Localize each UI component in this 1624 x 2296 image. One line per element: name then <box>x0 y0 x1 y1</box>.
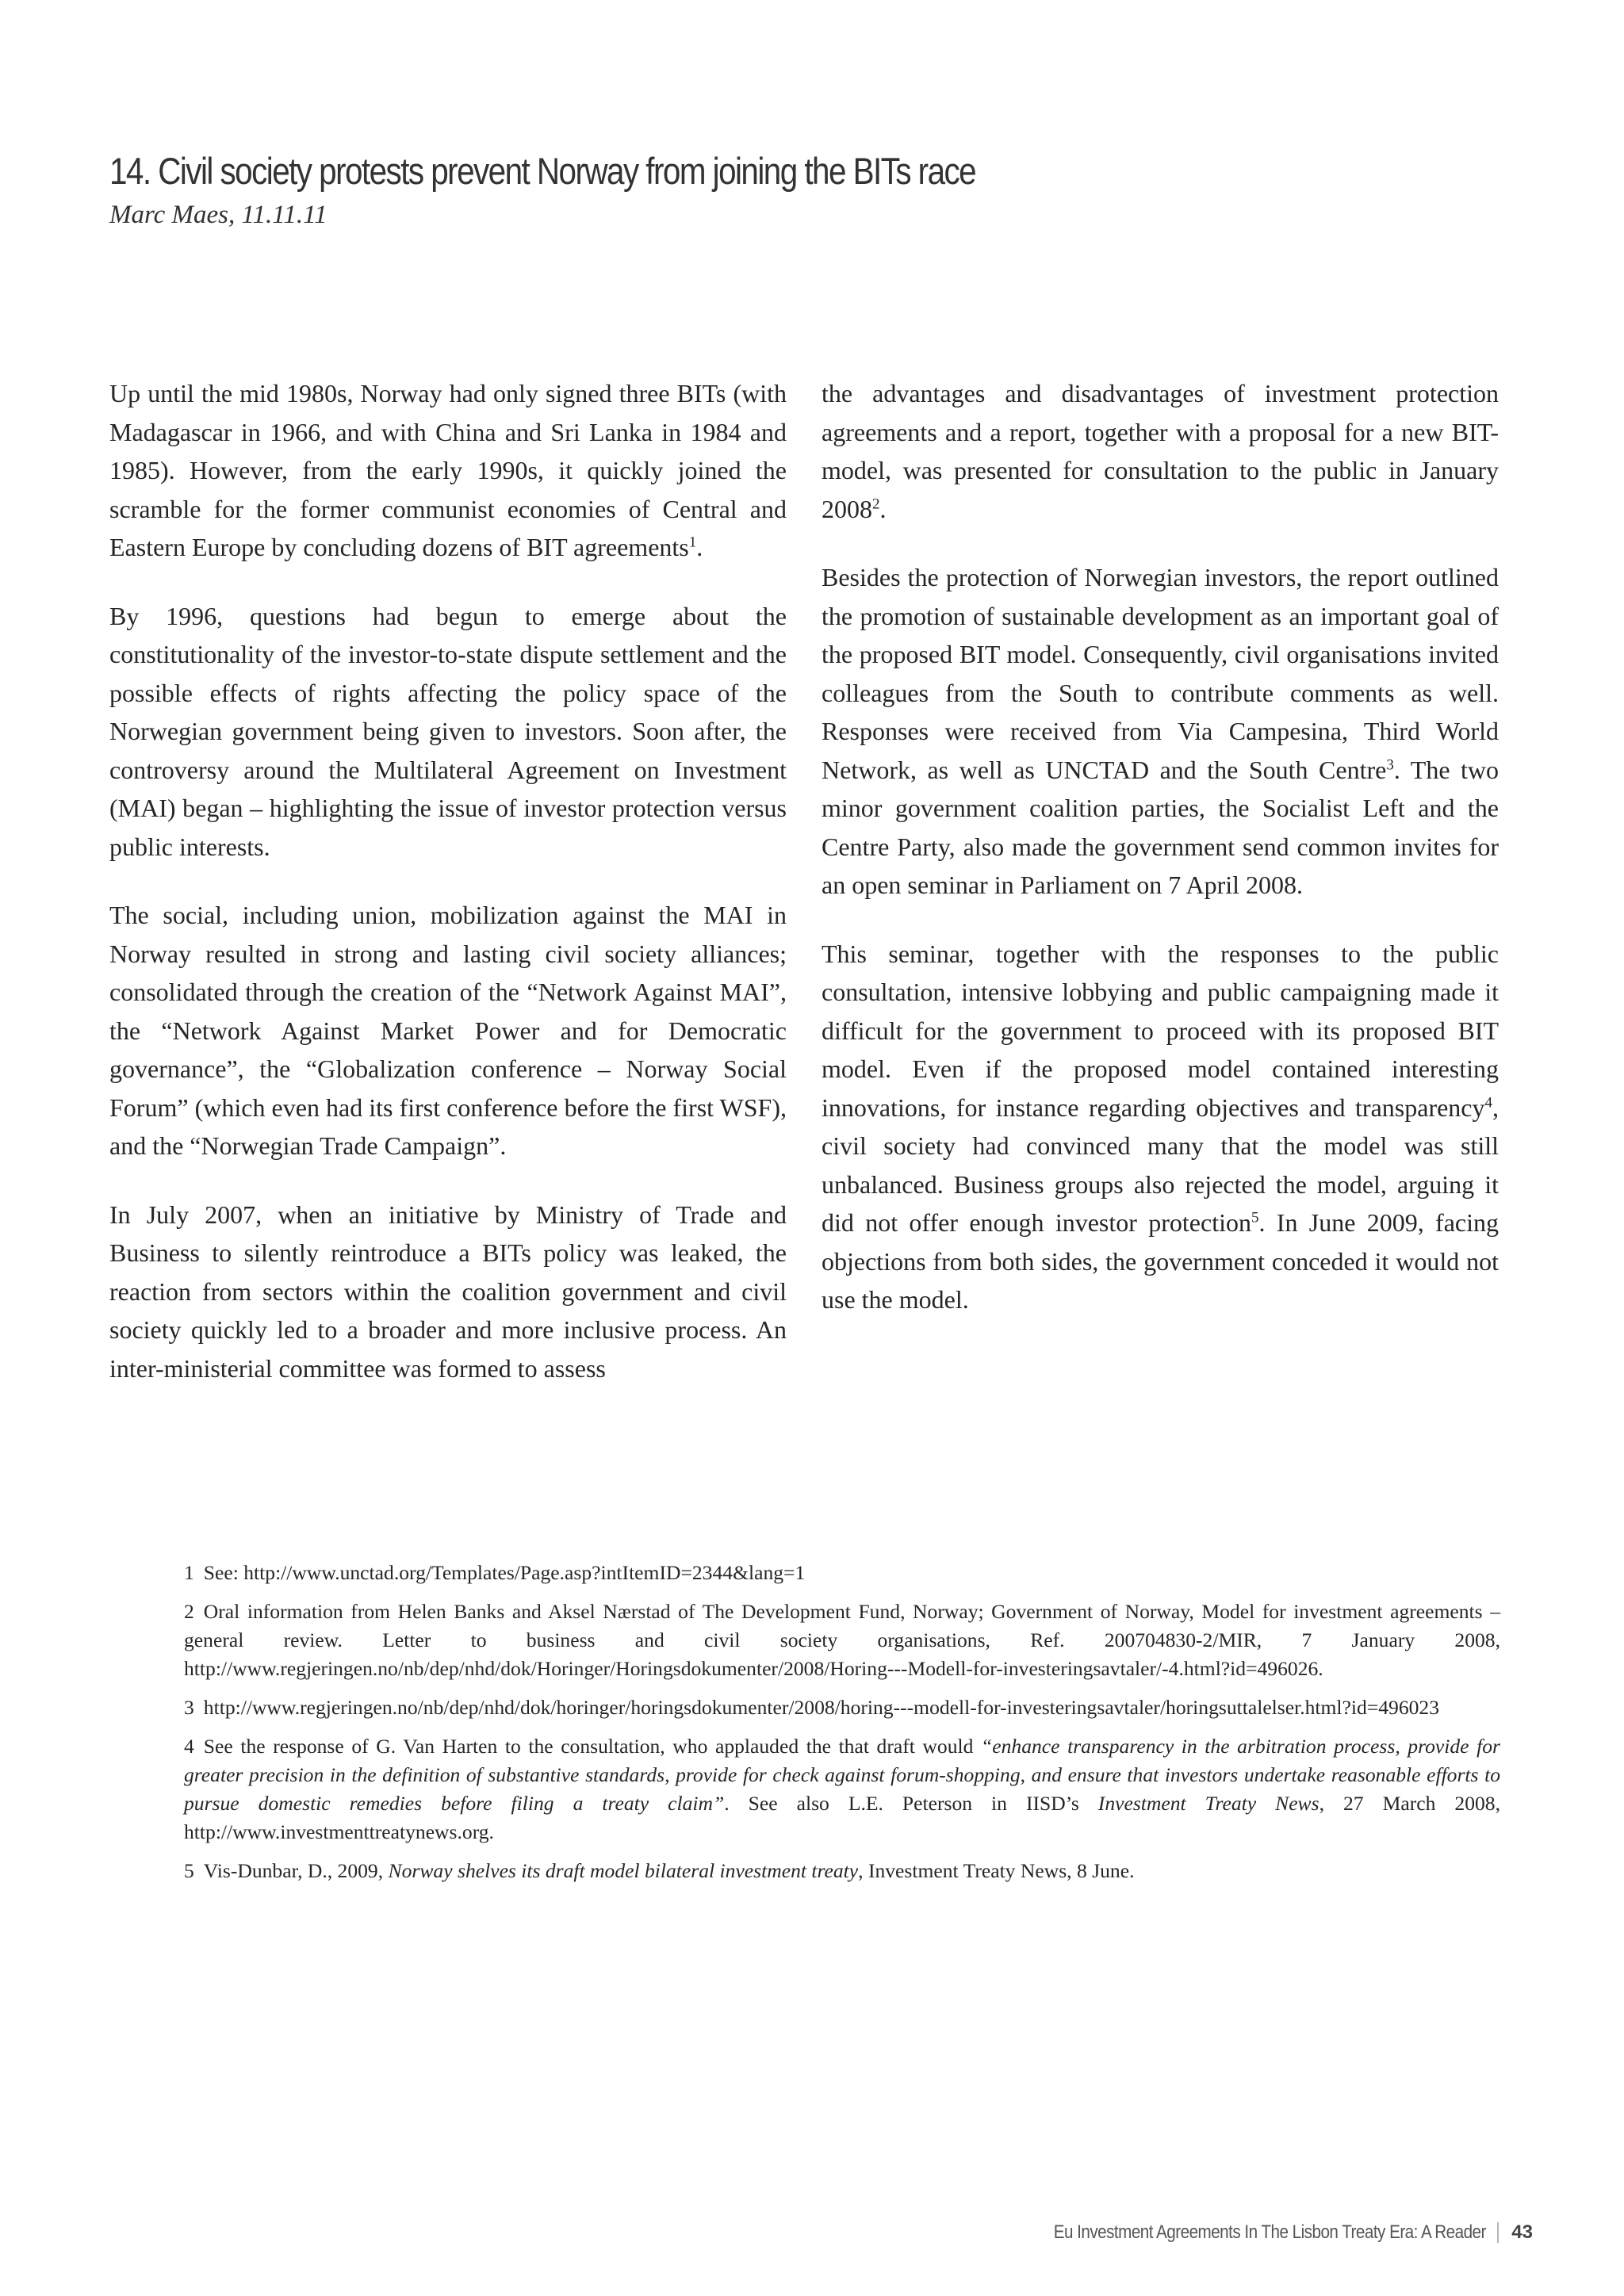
body-columns <box>109 374 1499 1437</box>
footnote-5: 5 Vis-Dunbar, D., 2009, Norway shelves its draft model bilateral investment treaty, Investment Treaty News, 8 June. <box>184 1859 1135 1882</box>
footnote-ref: 3 <box>1386 756 1394 773</box>
footnote-1: 1 See: http://www.unctad.org/Templates/Page.asp?intItemID=2344&lang=1 <box>184 1561 806 1584</box>
paragraph: The social, including union, mobilization against the MAI in Norway resulted in strong and lasting civil society alliances; consolidated through the creation of the “Network Against MAI”, the “Network Against Market Power and for Democratic governance”, the “Globalization conference – Norway Social Forum” (which even had its first conference before the first WSF), and the “Norwegian Trade Campaign”. <box>109 901 787 1160</box>
footnote-ref: 4 <box>1484 1093 1492 1111</box>
footnote-ref: 5 <box>1251 1209 1259 1226</box>
paragraph: By 1996, questions had begun to emerge about the constitutionality of the investor-to-state dispute settlement and the possible effects of rights affecting the policy space of the Norwegian government being given to investors. Soon after, the controversy around the Multilateral Agreement on Investment (MAI) began – highlighting the issue of investor protection versus public interests. <box>109 601 787 861</box>
page-number: 43 <box>1511 2221 1533 2243</box>
footnote-2: 2 Oral information from Helen Banks and Aksel Nærstad of The Development Fund, Norway; Government of Norway, Model for investment agreements – general review. Letter to business and civil society organisations, Ref. 200704830-2/MIR, 7 January 2008, http://www.regjeringen.no/nb/dep/nhd/dok/Horinger/Horingsdokumenter/2008/Horing---Modell-for-investeringsavtaler/-4.html?id=496026. <box>184 1600 1500 1680</box>
page-footer <box>983 2217 1533 2248</box>
article-header <box>109 149 1505 232</box>
paragraph: Up until the mid 1980s, Norway had only signed three BITs (with Madagascar in 1966, and with China and Sri Lanka in 1984 and 1985). However, from the early 1990s, it quickly joined the scramble for the former communist economies of Central and Eastern Europe by concluding dozens of BIT agreements$^1$. <box>109 379 787 561</box>
footnote-3: 3 http://www.regjeringen.no/nb/dep/nhd/dok/horinger/horingsdokumenter/2008/horing---modell-for-investeringsavtaler/horingsuttalelser.html?id=496023 <box>184 1696 1440 1719</box>
article-byline: Marc Maes, 11.11.11 <box>109 201 327 229</box>
paragraph: This seminar, together with the responses to the public consultation, intensive lobbying and public campaigning made it difficult for the government to proceed with its proposed BIT model. Even if the proposed model contained interesting innovations, for instance regarding objectives and transparency$^4$, civil society had convinced many that the model was still unbalanced. Business groups also rejected the model, arguing it did not offer enough investor protection$^5$. In June 2009, facing objections from both sides, the government conceded it would not use the model. <box>822 939 1499 1314</box>
footnote-4: 4 See the response of G. Van Harten to the consultation, who applauded the that draft would “enhance transparency in the arbitration process, provide for greater precision in the definition of substantive standards, provide for check against forum-shopping, and ensure that investors undertake reasonable efforts to pursue domestic remedies before filing a treaty claim”. See also L.E. Peterson in IISD’s Investment Treaty News, 27 March 2008, http://www.investmenttreatynews.org. <box>184 1735 1500 1843</box>
footnote-ref: 2 <box>872 495 880 512</box>
paragraph: Besides the protection of Norwegian investors, the report outlined the promotion of sustainable development as an important goal of the proposed BIT model. Consequently, civil organisations invited colleagues from the South to contribute comments as well. Responses were received from Via Campesina, Third World Network, as well as UNCTAD and the South Centre$^3$. The two minor government coalition parties, the Socialist Left and the Centre Party, also made the government send common invites for an open seminar in Parliament on 7 April 2008. <box>822 563 1499 899</box>
footer-divider <box>1497 2222 1499 2243</box>
right-column <box>822 374 1499 1437</box>
footnote-ref: 1 <box>688 534 697 551</box>
article-title: 14. Civil society protests prevent Norway from joining the BITs race <box>109 150 976 192</box>
footnote-link[interactable]: See: http://www.unctad.org/Templates/Page.asp?intItemID=2344&lang=1 <box>203 1561 806 1584</box>
paragraph: the advantages and disadvantages of investment protection agreements and a report, together with a proposal for a new BIT-model, was presented for consultation to the public in January 2008$^2$. <box>822 379 1499 523</box>
book-title: Eu Investment Agreements In The Lisbon Treaty Era: A Reader <box>1054 2221 1487 2243</box>
footnote-link[interactable]: http://www.regjeringen.no/nb/dep/nhd/dok/horinger/horingsdokumenter/2008/horing---modell-for-investeringsavtaler/horingsuttalelser.html?id=496023 <box>203 1696 1440 1719</box>
paragraph: In July 2007, when an initiative by Ministry of Trade and Business to silently reintroduce a BITs policy was leaked, the reaction from sectors within the coalition government and civil society quickly led to a broader and more inclusive process. An inter-ministerial committee was formed to assess <box>109 1200 787 1383</box>
left-column <box>109 374 787 1437</box>
footnotes <box>184 1559 1500 1896</box>
